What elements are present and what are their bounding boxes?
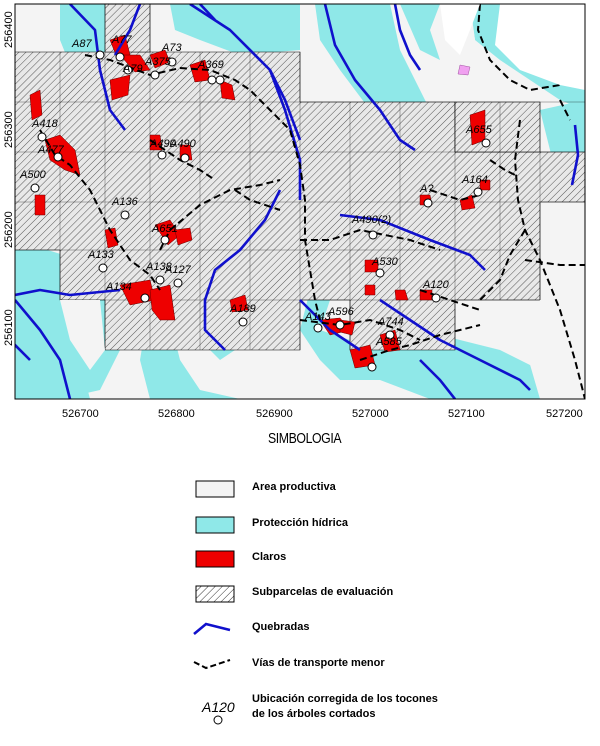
point-label: A490	[150, 138, 176, 150]
x-tick: 527000	[352, 408, 389, 420]
point-label: A369	[198, 59, 224, 71]
point-label: A375	[145, 56, 171, 68]
point-label: A490(2)	[352, 214, 392, 226]
legend-sample-label: A120	[202, 699, 235, 715]
legend-label: Ubicación corregida de los tocones de los árboles cortados	[252, 693, 438, 720]
clearings-swatch	[190, 548, 240, 570]
legend-item-streams	[190, 618, 590, 642]
legend-item-subplots	[190, 583, 590, 607]
legend-label: Quebradas	[252, 621, 310, 633]
y-tick: 256400	[3, 11, 15, 48]
y-axis	[3, 11, 15, 346]
legend-label: Vías de transporte menor	[252, 657, 385, 669]
productive-swatch	[190, 478, 240, 500]
point-label: A500	[20, 169, 46, 181]
legend-label: Claros	[252, 551, 287, 563]
point-label: A136	[112, 196, 138, 208]
legend-label: Subparcelas de evaluación	[252, 586, 394, 598]
point-label: A77	[112, 34, 132, 46]
x-tick: 527100	[448, 408, 485, 420]
legend-item-water-protection	[190, 514, 590, 538]
y-tick: 256100	[3, 309, 15, 346]
legend-item-clearings	[190, 548, 590, 572]
point-label: A120	[423, 279, 449, 291]
legend-item-productive	[190, 478, 590, 502]
x-tick: 526700	[62, 408, 99, 420]
point-label: A133	[88, 249, 114, 261]
stream-line-icon	[190, 618, 240, 640]
legend-label: Area productiva	[252, 481, 336, 493]
point-label: A530	[372, 256, 398, 268]
x-tick: 527200	[546, 408, 583, 420]
x-tick: 526800	[158, 408, 195, 420]
point-label: A?	[420, 183, 434, 195]
x-axis	[62, 408, 583, 420]
point-label: A79	[123, 63, 143, 75]
point-label: A164	[462, 174, 488, 186]
point-label: A596	[328, 306, 354, 318]
road-line-icon	[190, 654, 240, 676]
point-label: A143	[305, 311, 331, 323]
point-label: A490	[170, 138, 196, 150]
subplots-swatch	[190, 583, 240, 605]
point-label: A87	[72, 38, 92, 50]
point-label: A651	[152, 223, 178, 235]
legend-label: Protección hídrica	[252, 517, 348, 529]
water-protection-swatch	[190, 514, 240, 536]
point-label: A127	[165, 264, 191, 276]
point-label: A134	[106, 281, 132, 293]
point-label: A477	[38, 144, 64, 156]
point-label: A189	[230, 303, 256, 315]
point-label: A73	[162, 42, 182, 54]
point-label: A138	[146, 261, 172, 273]
y-tick: 256300	[3, 111, 15, 148]
point-label: A585	[376, 336, 402, 348]
legend-title: SIMBOLOGIA	[268, 430, 342, 447]
stump-point-icon	[190, 692, 240, 732]
point-label: A418	[32, 118, 58, 130]
lake	[458, 65, 470, 75]
point-label: A655	[466, 124, 492, 136]
y-tick: 256200	[3, 211, 15, 248]
x-tick: 526900	[256, 408, 293, 420]
legend-item-roads	[190, 654, 590, 678]
legend-item-stumps	[190, 692, 590, 742]
point-label: A744	[378, 316, 404, 328]
